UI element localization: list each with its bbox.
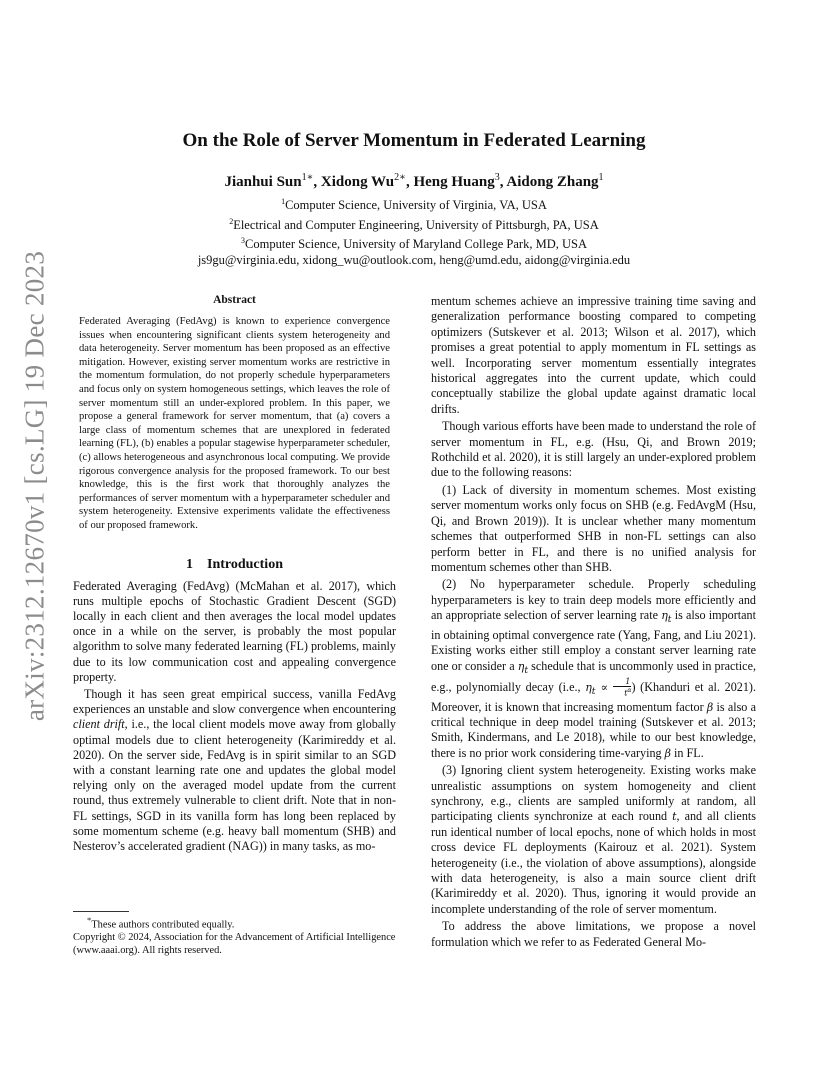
paragraph: Federated Averaging (FedAvg) (McMahan et al. 2017), which runs multiple epochs of Stochastic Gradient Descent (SGD) locally in each client and then averages the local model updates once in a while on the server, is probably the most popular algorithm to solve many federated learning (FL) problems, mainly due to its low communication cost and appealing convergence property.: [73, 578, 396, 684]
math-fraction: [613, 678, 631, 698]
fraction-denominator: [613, 687, 631, 698]
author-name: Xidong Wu: [320, 174, 395, 190]
math-proportional: ∝: [595, 680, 614, 694]
author-affil-mark: 1∗: [301, 172, 314, 183]
fraction-denominator-base: t: [624, 688, 628, 698]
affil-mark: 2: [229, 216, 234, 226]
math-symbol: [661, 609, 672, 626]
affiliations: [0, 194, 828, 268]
affil-mark: 1: [281, 197, 286, 206]
text-run: is also important in obtaining optimal convergence rate (Yang, Fang, and Liu 2021). Existing works either still employ a constant server learning rate one or consider a: [431, 608, 756, 673]
arxiv-sidebar-stamp: [18, 250, 52, 722]
author-affil-mark: 2∗: [394, 172, 406, 183]
abstract-text: Federated Averaging (FedAvg) is known to experience convergence issues when encountering significant clients system heterogeneity and data heterogeneity. Server momentum has been proposed as an effective mitigation. However, existing server momentum works are restrictive in the momentum formulation, do not properly schedule hyperparameters and focus only on system homogeneous settings, which leaves the role of server momentum still an under-explored problem. In this paper, we propose a general framework for server momentum, that (a) covers a large class of momentum schemes that are unexplored in federated learning (FL), (b) enables a popular stagewise hyperparameter scheduler, (c) allows heterogeneous and asynchronous local computing. We provide rigorous convergence analysis for the proposed framework. To our best knowledge, this is the first work that thoroughly analyzes the performances of server momentum with a hyperparameter scheduler and system heterogeneity. Extensive experiments validate the effectiveness of our proposed framework.: [79, 316, 390, 531]
text-run: (2) No hyperparameter schedule. Properly scheduling hyperparameters is key to train deep models more efficiently and an appropriate selection of server learning rate: [431, 577, 756, 623]
math-subscript: t: [591, 686, 596, 698]
footnote-equal-contribution: [73, 914, 403, 932]
paragraph: [431, 577, 756, 761]
text-run: ) (Khanduri et al. 2021). Moreover, it is known that increasing momentum factor: [431, 679, 756, 714]
text-run: Though it has seen great empirical success, vanilla FedAvg experiences an unstable and slow convergence when encountering: [73, 686, 396, 717]
affil-mark: 3: [241, 236, 246, 246]
copyright-notice: Copyright © 2024, Association for the Advancement of Artificial Intelligence (www.aaai.org). All rights reserved.: [73, 932, 396, 957]
section-heading: 1 Introduction: [186, 556, 283, 572]
affiliation-line: [0, 233, 828, 253]
math-subscript: t: [667, 614, 672, 626]
math-eta: η: [517, 659, 525, 673]
paragraph: mentum schemes achieve an impressive training time saving and generalization performance boosting compared to competing optimizers (Sutskever et al. 2013; Wilson et al. 2017), which promises a great potential to apply momentum in FL settings as well. Incorporating server momentum essentially integrates historical aggregates into the current update, which could conceptually stabilize the global update against dramatic local drifts.: [431, 294, 756, 416]
left-column: [73, 294, 396, 854]
text-run: (3) Ignoring client system heterogeneity. Existing works make unrealistic assumptions on system homogeneity and client synchrony, e.g., clients are sampled uniformly at random, all participating clients synchronize at each round: [431, 763, 756, 824]
author-name: Jianhui Sun: [224, 174, 302, 190]
affiliation-line: [0, 194, 828, 214]
math-beta: β: [664, 746, 672, 760]
author-list: Jianhui Sun$^{1∗}$, Xidong $Wu^{2∗}$, Heng Huang$^3$, Aidong Zhang$^1$: [224, 172, 604, 190]
author-affil-mark: 1: [598, 172, 604, 183]
arxiv-identifier: arXiv:2312.12670v1 [cs.LG] 19 Dec 2023: [19, 250, 50, 722]
paragraph: (1) Lack of diversity in momentum schemes. Most existing server momentum works only focus on SHB (e.g. FedAvgM (Hsu, Qi, and Brown 2019)). It is unclear whether many momentum schemes that outperformed SHB in non-FL settings can also perform better in FL, and there is no unified analysis for momentum schemes other than SHB.: [431, 482, 756, 574]
text-run: is also a critical technique in deep model training (Sutskever et al. 2013; Smith, Kindermans, and Le 2018), while to our best knowledge, there is no prior work considering time-varying: [431, 699, 756, 760]
footnote-mark: *: [87, 915, 92, 925]
math-t: t: [672, 810, 677, 824]
author-affil-mark: 3: [494, 172, 500, 183]
footnote-divider: [73, 911, 129, 912]
paragraph: [73, 687, 396, 854]
text-run: , and all clients run identical number of local epochs, none of which holds in most cross device FL deployments (Kairouz et al. 2021). System heterogeneity (i.e., the violation of above assumptions), alongside with data heterogeneity, is also a main source client drift (Karimireddy et al. 2020). Thus, ignoring it would provide an incomplete understanding of the role of server momentum.: [431, 809, 756, 916]
author-name: Heng Huang: [413, 174, 495, 190]
paragraph: Though various efforts have been made to understand the role of server momentum in FL, e.g. (Hsu, Qi, and Brown 2019; Rothchild et al. 2020), it is still largely an under-explored problem due to the following reasons:: [431, 419, 756, 480]
math-expression: [585, 677, 632, 698]
math-eta: η: [585, 680, 592, 694]
math-beta: β: [706, 700, 714, 714]
affil-text: Electrical and Computer Engineering, University of Pittsburgh, PA, USA: [233, 217, 599, 232]
emphasis-text: client drift: [73, 717, 125, 732]
affil-text: Computer Science, University of Maryland College Park, MD, USA: [245, 237, 587, 252]
right-column: [431, 294, 756, 950]
footnote-block: [73, 914, 403, 958]
text-run: schedule that is uncommonly used in practice, e.g., polynomially decay (i.e.,: [431, 658, 756, 694]
math-subscript: t: [524, 664, 529, 676]
author-emails: js9gu@virginia.edu, xidong_wu@outlook.com, heng@umd.edu, aidong@virginia.edu: [197, 252, 631, 267]
text-run: , i.e., the local client models move away from globally optimal models due to client heterogeneity (Karimireddy et al. 2020). On the server side, FedAvg is in spirit similar to an SGD with a constant learning rate one and updates the global model relying only on the averaged model update from the current round, thus extremely vulnerable to client drift. Note that in non-FL settings, SGD in its vanilla form has long been replaced by some momentum scheme (e.g. heavy ball momentum (SHB) and Nesterov’s accelerated gradient (NAG)) in many tasks, as mo-: [73, 717, 396, 853]
math-symbol: [517, 659, 529, 676]
fraction-exponent: α: [627, 687, 632, 695]
fraction-numerator: 1: [613, 678, 631, 687]
math-eta: η: [661, 609, 668, 623]
abstract-heading: Abstract: [213, 294, 256, 306]
footnote-text: These authors contributed equally.: [91, 919, 235, 931]
paragraph: [431, 763, 756, 917]
text-run: in FL.: [671, 745, 704, 760]
paper-title: On the Role of Server Momentum in Federated Learning: [182, 130, 646, 151]
affil-text: Computer Science, University of Virginia, VA, USA: [285, 198, 547, 213]
paragraph: To address the above limitations, we propose a novel formulation which we refer to as Federated General Mo-: [431, 919, 756, 949]
author-name: Aidong Zhang: [506, 174, 599, 190]
affiliation-line: [0, 214, 828, 234]
